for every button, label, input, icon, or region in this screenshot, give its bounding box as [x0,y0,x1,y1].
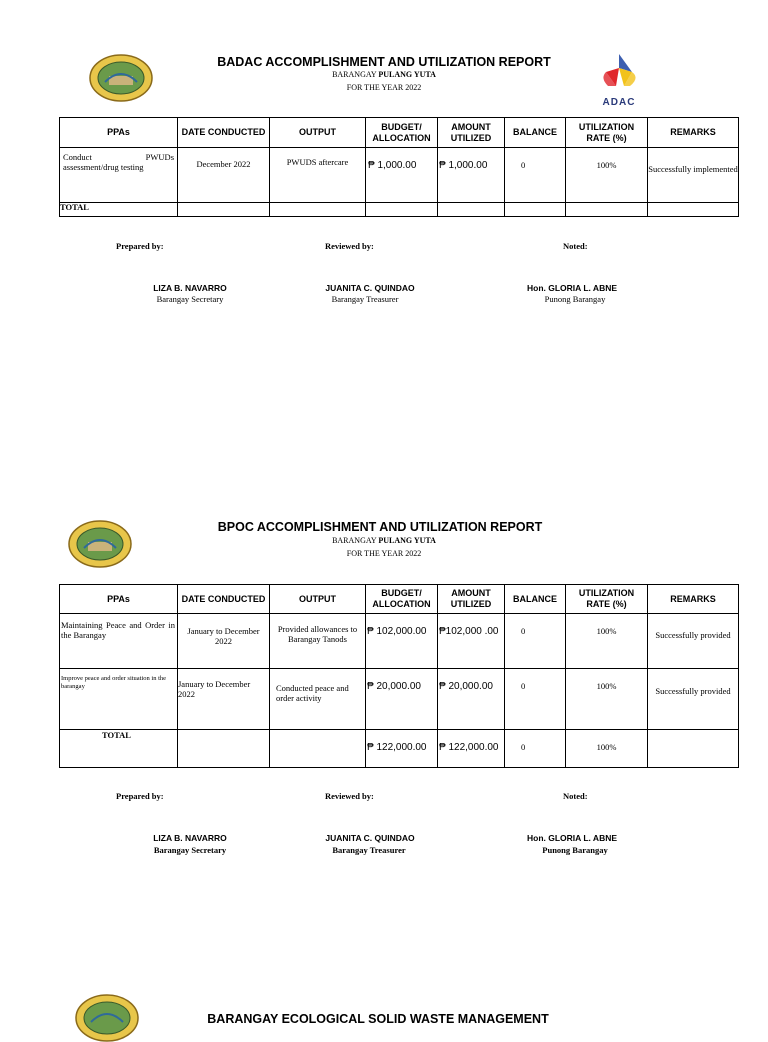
cell-budget: ₱ 1,000.00 [366,148,438,203]
total-rate: 100% [566,730,648,768]
cell-date: December 2022 [178,148,270,203]
table-row [60,614,739,669]
header-output: OUTPUT [270,118,366,148]
cell-balance: 0 [505,148,566,203]
reviewed-by-label: Reviewed by: [325,791,374,801]
header-remarks: REMARKS [648,118,739,148]
header-ppas: PPAs [60,585,178,614]
header-balance: BALANCE [505,118,566,148]
total-balance: 0 [505,730,566,768]
cell-remarks: Successfully provided [648,614,739,669]
noted-role: Punong Barangay [542,845,608,855]
adac-logo [594,52,644,106]
cell-date: January to December 2022 [178,669,270,730]
noted-role: Punong Barangay [544,294,606,304]
cell-remarks: Successfully implemented [648,148,739,203]
cell-budget: ₱ 102,000.00 [366,614,438,669]
header-date: DATE CONDUCTED [178,585,270,614]
header-remarks: REMARKS [648,585,739,614]
header-budget: BUDGET/ ALLOCATION [366,585,438,614]
bpoc-report-table [59,584,739,768]
cell-date: January to December 2022 [178,614,270,669]
cell-ppa: Improve peace and order situation in the barangay [60,669,178,730]
total-budget: ₱ 122,000.00 [366,730,438,768]
cell-ppa: Maintaining Peace and Order in the Barangay [60,614,178,669]
table-row [60,148,739,203]
cell-output: Provided allowances to Barangay Tanods [270,614,366,669]
total-label: TOTAL [60,203,178,217]
prepared-by-label: Prepared by: [116,241,164,251]
cell-utilized: ₱102,000 .00 [438,614,505,669]
prepared-name: LIZA B. NAVARRO [153,283,227,293]
barangay-line: BARANGAY PULANG YUTA [332,536,436,545]
report-title: BPOC ACCOMPLISHMENT AND UTILIZATION REPORT [217,520,543,534]
adac-logo-text: ADAC [602,97,636,108]
adac-hands-icon [594,52,644,92]
prepared-by-label: Prepared by: [116,791,164,801]
cell-rate: 100% [566,148,648,203]
total-utilized: ₱ 122,000.00 [438,730,505,768]
cell-utilized: ₱ 1,000.00 [438,148,505,203]
header-rate: UTILIZATION RATE (%) [566,585,648,614]
cell-utilized: ₱ 20,000.00 [438,669,505,730]
header-utilized: AMOUNT UTILIZED [438,118,505,148]
noted-name: Hon. GLORIA L. ABNE [526,283,618,293]
year-line: FOR THE YEAR 2022 [346,549,422,558]
total-row [60,730,739,768]
header-ppas: PPAs [60,118,178,148]
header-rate: UTILIZATION RATE (%) [566,118,648,148]
reviewed-role: Barangay Treasurer [332,845,406,855]
table-row [60,669,739,730]
cell-output: Conducted peace and order activity [270,669,366,730]
cell-budget: ₱ 20,000.00 [366,669,438,730]
header-budget: BUDGET/ ALLOCATION [366,118,438,148]
reviewed-by-label: Reviewed by: [325,241,374,251]
cell-remarks: Successfully provided [648,669,739,730]
report-title: BARANGAY ECOLOGICAL SOLID WASTE MANAGEMENT [207,1012,549,1026]
header-output: OUTPUT [270,585,366,614]
cell-output: PWUDS aftercare [270,148,366,203]
barangay-line: BARANGAY PULANG YUTA [332,70,436,79]
prepared-role: Barangay Secretary [153,845,227,855]
prepared-role: Barangay Secretary [156,294,224,304]
reviewed-name: JUANITA C. QUINDAO [325,833,415,843]
reviewed-name: JUANITA C. QUINDAO [325,283,415,293]
report-title: BADAC ACCOMPLISHMENT AND UTILIZATION REPORT [217,55,551,69]
cell-rate: 100% [566,669,648,730]
noted-label: Noted: [563,791,588,801]
prepared-name: LIZA B. NAVARRO [153,833,227,843]
noted-label: Noted: [563,241,588,251]
header-utilized: AMOUNT UTILIZED [438,585,505,614]
cell-balance: 0 [505,614,566,669]
total-label: TOTAL [60,730,178,768]
cell-ppa: Conduct PWUDs assessment/drug testing [60,148,178,203]
cell-rate: 100% [566,614,648,669]
total-row [60,203,739,217]
cell-balance: 0 [505,669,566,730]
header-balance: BALANCE [505,585,566,614]
header-date: DATE CONDUCTED [178,118,270,148]
year-line: FOR THE YEAR 2022 [346,83,422,92]
reviewed-role: Barangay Treasurer [331,294,399,304]
noted-name: Hon. GLORIA L. ABNE [526,833,618,843]
badac-report-table [59,117,739,217]
